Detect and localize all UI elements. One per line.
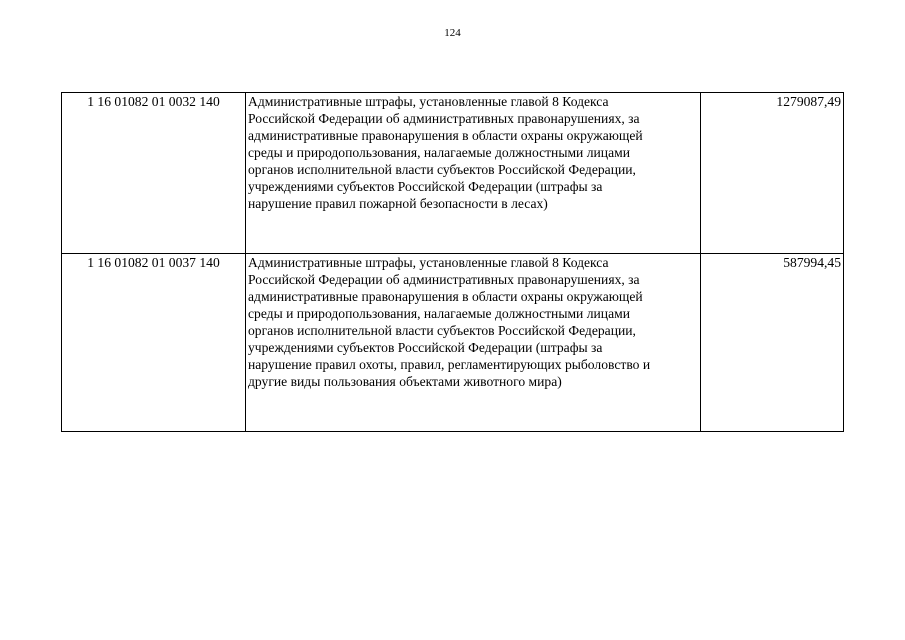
description-cell: Административные штрафы, установленные главой 8 Кодекса Российской Федерации об административных правонарушениях, за административные правонарушения в области охраны окружающей среды и природопользования, налагаемые должностными лицами органов исполнительной власти субъектов Российской Федерации, учреждениями субъектов Российской Федерации (штрафы за нарушение правил охоты, правил, регламентирующих рыболовство и другие виды пользования объектами животного мира) (246, 254, 701, 432)
table-row (62, 254, 844, 432)
description-cell: Административные штрафы, установленные главой 8 Кодекса Российской Федерации об административных правонарушениях, за административные правонарушения в области охраны окружающей среды и природопользования, налагаемые должностными лицами органов исполнительной власти субъектов Российской Федерации, учреждениями субъектов Российской Федерации (штрафы за нарушение правил пожарной безопасности в лесах) (246, 93, 701, 254)
page-number: 124 (444, 27, 461, 39)
budget-code-cell: 1 16 01082 01 0032 140 (62, 93, 246, 254)
amount-cell: 587994,45 (701, 254, 844, 432)
budget-table (61, 92, 844, 432)
table-row (62, 93, 844, 254)
budget-code-cell: 1 16 01082 01 0037 140 (62, 254, 246, 432)
amount-cell: 1279087,49 (701, 93, 844, 254)
